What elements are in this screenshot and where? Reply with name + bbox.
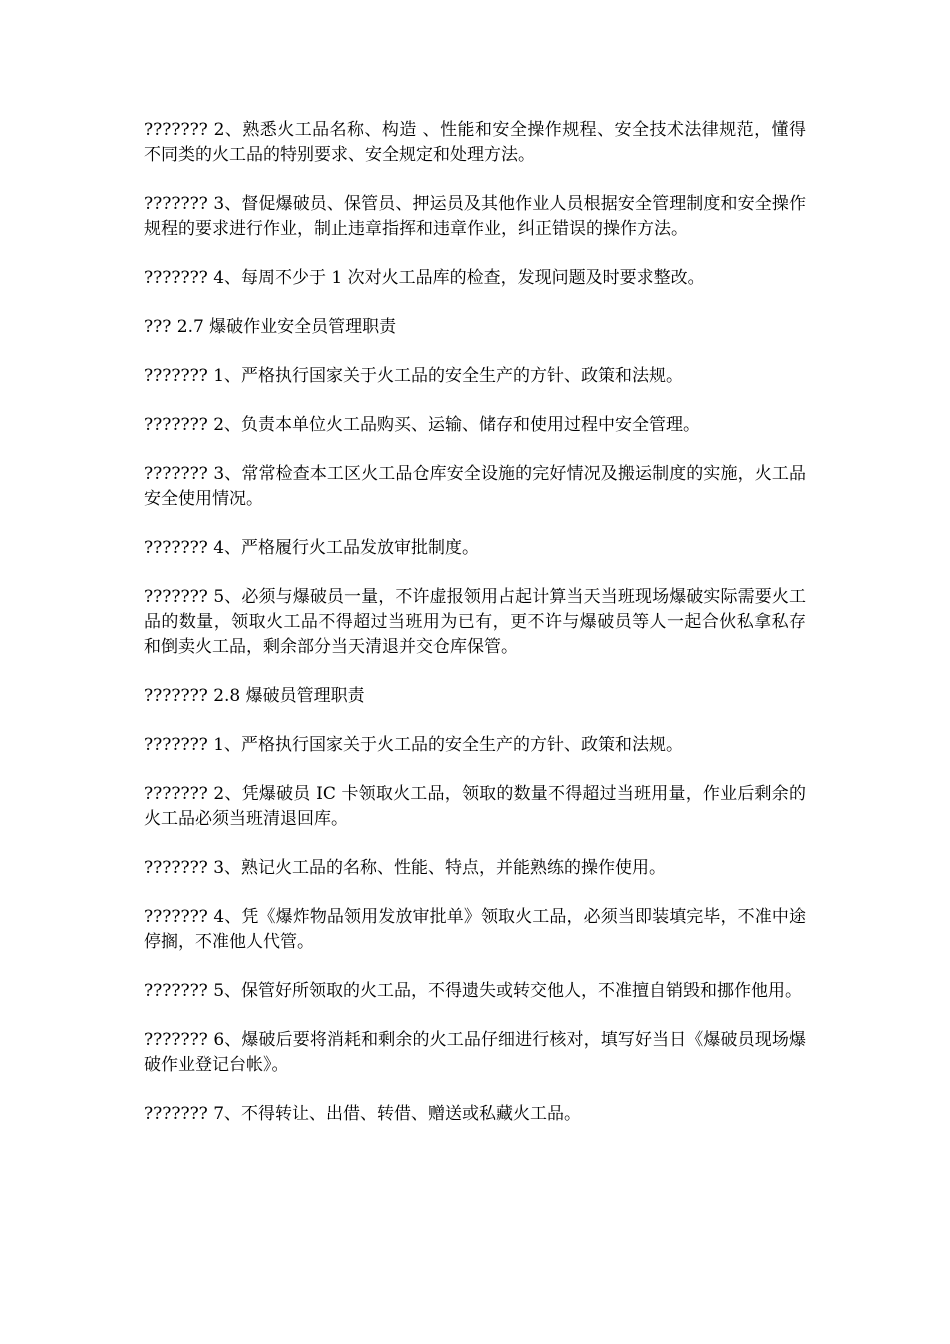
paragraph: ??????? 7、不得转让、出借、转借、赠送或私藏火工品。 [144,1104,582,1124]
paragraph: ??????? 6、爆破后要将消耗和剩余的火工品仔细进行核对，填写好当日《爆破员现场爆破作业登记台帐》。 [144,1030,806,1075]
paragraph: ??????? 2、熟悉火工品名称、构造 、性能和安全操作规程、安全技术法律规范，懂得不同类的火工品的特别要求、安全规定和处理方法。 [144,120,806,165]
paragraph: ??????? 3、常常检查本工区火工品仓库安全设施的完好情况及搬运制度的实施，火工品安全使用情况。 [144,464,806,509]
paragraph: ??????? 5、必须与爆破员一量，不许虚报领用占起计算当天当班现场爆破实际需要火工品的数量，领取火工品不得超过当班用为已有，更不许与爆破员等人一起合伙私拿私存和倒卖火工品，剩余部分当天清退并交仓库保管。 [144,587,806,657]
paragraph: ??????? 5、保管好所领取的火工品，不得遗失或转交他人，不准擅自销毁和挪作他用。 [144,981,803,1001]
paragraph: ??????? 4、每周不少于 1 次对火工品库的检查，发现问题及时要求整改。 [144,268,705,288]
paragraph: ??????? 1、严格执行国家关于火工品的安全生产的方针、政策和法规。 [144,735,684,755]
paragraph: ??????? 1、严格执行国家关于火工品的安全生产的方针、政策和法规。 [144,366,684,386]
paragraph: ??????? 3、督促爆破员、保管员、押运员及其他作业人员根据安全管理制度和安全操作规程的要求进行作业，制止违章指挥和违章作业，纠正错误的操作方法。 [144,194,806,239]
section-heading: ??? 2.7 爆破作业安全员管理职责 [144,317,397,337]
paragraph: ??????? 2、负责本单位火工品购买、运输、储存和使用过程中安全管理。 [144,415,701,435]
section-heading: ??????? 2.8 爆破员管理职责 [144,686,365,706]
paragraph: ??????? 4、严格履行火工品发放审批制度。 [144,538,480,558]
paragraph: ??????? 3、熟记火工品的名称、性能、特点，并能熟练的操作使用。 [144,858,667,878]
paragraph: ??????? 4、凭《爆炸物品领用发放审批单》领取火工品，必须当即装填完毕，不准中途停搁，不准他人代管。 [144,907,806,952]
paragraph: ??????? 2、凭爆破员 IC 卡领取火工品，领取的数量不得超过当班用量，作业后剩余的火工品必须当班清退回库。 [144,784,806,829]
document-body [144,118,806,1151]
